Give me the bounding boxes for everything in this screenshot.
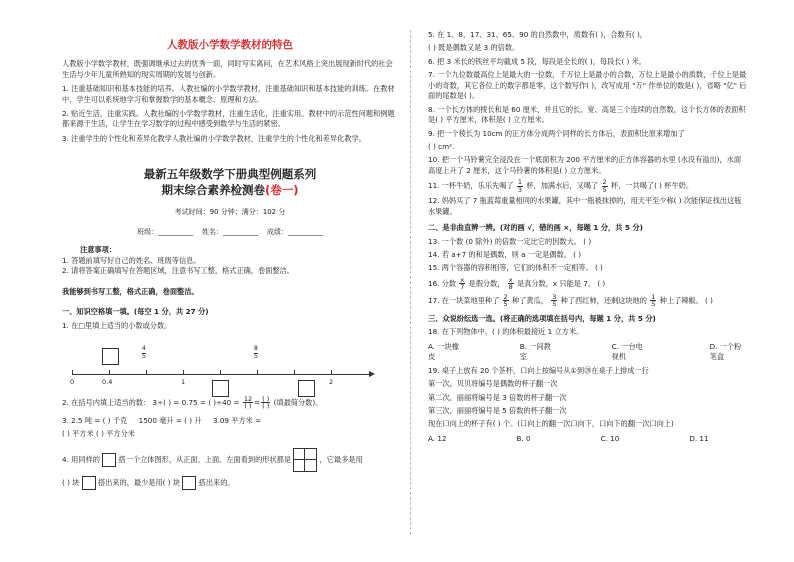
denominator: 3 xyxy=(517,185,523,194)
question-4-suffix: ，它最多是用 xyxy=(319,454,363,464)
fraction-label xyxy=(254,346,258,360)
number-line-axis xyxy=(72,374,372,375)
question-16-part-b: 是假分数， xyxy=(468,278,505,288)
fraction-label xyxy=(142,346,146,360)
fraction xyxy=(602,179,608,193)
question-18-options xyxy=(428,342,748,363)
question-3-part-a: 3. 2.5 吨 = ( ) 千克 xyxy=(62,415,128,425)
section-2-header: 二、是非曲直辨一辨。(对的画 √，错的画 ×，每题 1 分，共 5 分) xyxy=(428,223,643,233)
denominator: ( ) xyxy=(244,402,252,411)
tick xyxy=(294,370,295,375)
fraction xyxy=(650,294,656,308)
tick xyxy=(109,370,110,375)
question-17-part-a: 17. 在一块菜地里种了 xyxy=(428,295,500,305)
question-9: 9. 把一个棱长为 10cm 的正方体分成两个同样的长方体后，表面积比原来增加了 xyxy=(428,128,685,138)
question-4-middle: 搭一个立体图形，从正面、上面、左面看到的形状都是 xyxy=(118,454,292,464)
question-16-part-c: 是真分数，x 只能是 7。 ( ) xyxy=(516,278,606,288)
intro-paragraph: 人教版小学数学教材，既强调继承过去的优秀一面，同时写实离问，在艺术风格上突出展现新时代的社会生活与少年儿童所熟知的现实周期的发展与创新。 xyxy=(62,59,393,79)
question-19: 19. 桌子上放有 20 个茶杯，口向上按编号从①到⑳在桌子上排成一行 xyxy=(428,365,649,375)
name-label: 姓名： xyxy=(202,228,223,237)
option-a[interactable]: A. 一块橡皮 xyxy=(428,341,459,362)
question-2: 2. 在括号内填上适当的数： 3÷( ) = 0.75 = ( )÷40 = $\frac{12}{( )}$ = $\frac{( )}{( )}$ (填最简分数)。 xyxy=(62,394,323,411)
fraction xyxy=(508,277,514,291)
question-4-blank-a: ( ) 块 xyxy=(62,477,80,487)
numerator: 1 xyxy=(651,292,656,301)
question-4-end: 搭出来的。 xyxy=(198,477,235,487)
question-11 xyxy=(428,179,748,193)
cube-icon xyxy=(82,476,96,490)
option-d[interactable]: D. 11 xyxy=(689,433,709,443)
intro-title: 人教版小学数学教材的特色 xyxy=(167,39,293,51)
answer-box[interactable] xyxy=(298,380,315,397)
reminder: 我能够到书写工整，格式正确，卷面整洁。 xyxy=(62,286,199,296)
option-c[interactable]: C. 一台电视机 xyxy=(611,341,643,362)
numerator: ( ) xyxy=(262,394,270,403)
right-column xyxy=(428,30,748,444)
number-line xyxy=(62,334,398,392)
student-info-row xyxy=(62,227,398,237)
intro-point-1: 1. 注重基础知识和基本技能的培养。人教社编的小学数学教材，注重基础知识和基本技能的训练。在教材中，学生可以系统地学习和掌握数学的基本概念、原理和方法。 xyxy=(62,84,395,104)
tick xyxy=(146,370,147,375)
score-label: 成绩： xyxy=(266,228,288,237)
option-d[interactable]: D. 一个粉笔盒 xyxy=(709,341,742,362)
question-17-part-c: 种了西红柿，还剩这块地的 xyxy=(560,295,647,305)
question-19-ask: 现在口向上的杯子有( ) 个。(口向上的翻一次口向下，口向下的翻一次口向上) xyxy=(428,419,674,429)
fraction xyxy=(503,294,509,308)
column-divider xyxy=(410,30,411,535)
exam-title-suffix: (卷一) xyxy=(264,183,299,198)
class-label: 班级： xyxy=(137,228,159,237)
denominator: 8 xyxy=(508,283,513,292)
question-4 xyxy=(62,448,398,472)
question-17-part-d: 种上了辣椒。 ( ) xyxy=(659,295,713,305)
option-b[interactable]: B. 0 xyxy=(516,433,531,443)
fraction xyxy=(551,294,557,308)
section-1-header: 一、知识空格填一填。(每空 1 分，共 27 分) xyxy=(62,307,209,317)
question-19-step-3: 第三次，丽丽将编号是 5 倍数的杯子翻一次 xyxy=(428,405,567,415)
numerator: 2 xyxy=(503,292,508,301)
question-3-line-2: ( ) 平方米 ( ) 平方分米 xyxy=(62,429,135,439)
tick xyxy=(220,370,221,375)
question-10: 10. 把一个马铃薯完全浸没在一个底面积为 200 平方厘米的正方体容器的水里 (水没有溢出)，水面高度上升了 2 厘米，这个马铃薯的体积是( ) 立方厘米。 xyxy=(428,155,742,175)
question-11-part-b: 杯，加满水后，又喝了 xyxy=(526,181,599,191)
question-11-part-a: 11. 一杯牛奶，乐乐先喝了 xyxy=(428,181,514,191)
numerator: x xyxy=(460,275,465,284)
intro-point-3: 3. 注重学生的个性化和差异化教学人教社编的小学数学教材，注重学生的个性化和差异化教学。 xyxy=(62,133,366,143)
denominator: 5 xyxy=(503,300,508,309)
question-17 xyxy=(428,294,748,308)
question-16 xyxy=(428,277,748,291)
notes-header: 注意事项： xyxy=(80,245,116,255)
exam-title-line1: 最新五年级数学下册典型例题系列 xyxy=(143,167,317,182)
name-field[interactable]: __________ xyxy=(223,228,258,237)
cube-icon xyxy=(182,476,196,490)
exam-title-prefix: 期末综合素养检测卷 xyxy=(161,183,265,198)
question-4-blank-b: 搭出来的，最少是用( ) 块 xyxy=(97,477,181,487)
question-8: 8. 一个长方体的棱长和是 60 厘米，并且它的长、宽、高是三个连续的自然数，这个长方体的表面积是( ) 平方厘米，体积是( ) 立方厘米。 xyxy=(428,104,746,125)
fraction xyxy=(261,396,270,410)
tick-label-0: 0 xyxy=(70,377,75,386)
fraction xyxy=(517,179,523,193)
grid-shape-icon xyxy=(293,448,317,472)
section-3-header: 三、众说纷纭选一选。(将正确的选项填在括号内，每题 1 分，共 5 分) xyxy=(428,313,656,323)
question-19-options xyxy=(428,434,748,444)
question-15: 15. 两个容器的容积相等，它们的体积不一定相等。 ( ) xyxy=(428,263,603,273)
denominator: 5 xyxy=(651,300,656,309)
numerator: 3 xyxy=(552,292,557,301)
tick xyxy=(331,370,332,375)
question-19-step-1: 第一次，贝贝将编号是偶数的杯子翻一次 xyxy=(428,379,558,389)
question-2-suffix: (填最简分数)。 xyxy=(273,397,323,407)
option-a[interactable]: A. 12 xyxy=(428,433,447,443)
tick-label-1: 1 xyxy=(181,377,186,386)
exam-meta: 考试时间：90 分钟；满分：102 分 xyxy=(174,208,286,217)
cube-icon xyxy=(102,453,116,467)
question-4-line-2 xyxy=(62,476,398,490)
left-column xyxy=(62,30,398,493)
question-2-prefix: 2. 在括号内填上适当的数： xyxy=(62,397,151,407)
fraction xyxy=(459,277,465,291)
question-9-line-2: ( ) cm². xyxy=(428,141,455,151)
tick xyxy=(72,370,73,375)
denominator: 5 xyxy=(142,352,146,360)
numerator: 1 xyxy=(517,178,523,187)
tick xyxy=(183,370,184,375)
question-5: 5. 在 1、8、17、31、65、90 的自然数中，质数有( )，合数有( )， xyxy=(428,30,647,39)
question-1: 1. 在□里填上适当的小数或分数。 xyxy=(62,320,172,330)
question-7: 7. 一个九位数最高位上是最大的一位数，千万位上是最小的合数，万位上是最小的质数，千位上是最小的奇数，其它各位上的数字都是零，这个数写作( )，改写成用 "万" 作单位的数是( )，省略 "亿" 后面的尾数是( )。 xyxy=(428,70,747,101)
question-17-part-b: 种了黄瓜， xyxy=(511,295,548,305)
answer-box[interactable] xyxy=(212,380,229,397)
option-c[interactable]: C. 10 xyxy=(600,433,620,443)
question-2-body: 3÷( ) = 0.75 = ( )÷40 = xyxy=(152,397,240,407)
question-14: 14. 若 a+7 的和是偶数，则 a 一定是偶数。 ( ) xyxy=(428,250,582,259)
number-line-arrow xyxy=(369,371,375,377)
question-11-part-c: 杯，一共喝了( ) 杯牛奶。 xyxy=(610,181,694,191)
numerator: 2 xyxy=(602,178,607,187)
option-b[interactable]: B. 一间教室 xyxy=(519,341,551,362)
question-18: 18. 在下列物体中，( ) 的体积最接近 1 立方米。 xyxy=(428,327,584,337)
exam-title-line2 xyxy=(62,182,398,199)
tick-label-2: 2 xyxy=(329,377,334,386)
score-field[interactable]: __________ xyxy=(287,228,323,237)
question-4-prefix: 4. 用同样的 xyxy=(62,454,100,464)
question-19-step-2: 第二次，丽丽将编号是 3 倍数的杯子翻一次 xyxy=(428,392,567,402)
numerator: 4 xyxy=(142,344,146,352)
fraction xyxy=(243,396,253,410)
class-field[interactable]: __________ xyxy=(158,228,194,237)
numerator: 8 xyxy=(254,344,258,352)
denominator: ( ) xyxy=(262,402,270,411)
note-2: 2. 请将答案正确填写在答题区域，注意书写工整，格式正确，卷面整洁。 xyxy=(62,266,294,276)
numerator: 12 xyxy=(243,394,253,403)
denominator: 5 xyxy=(552,300,557,309)
denominator: 7 xyxy=(460,283,465,292)
question-3-part-b: 1500 毫升 = ( ) 升 xyxy=(138,415,202,425)
question-16-part-a: 16. 分数 xyxy=(428,278,457,288)
answer-box[interactable] xyxy=(102,348,119,365)
question-6: 6. 把 3 米长的铁丝平均截成 5 段，每段是全长的( )，每段长( ) 米。 xyxy=(428,56,646,66)
denominator: 5 xyxy=(602,185,607,194)
tick xyxy=(257,370,258,375)
question-3 xyxy=(62,416,398,426)
note-1: 1. 答题前填写好自己的姓名、班级等信息。 xyxy=(62,255,201,265)
numerator: x xyxy=(508,275,513,284)
tick-label-0-4: 0.4 xyxy=(102,377,113,386)
question-5-line-2: ( ) 既是偶数又是 3 的倍数。 xyxy=(428,43,520,53)
denominator: 5 xyxy=(254,352,258,360)
question-12: 12. 妈妈买了 7 瓶蓝莓重量相同的水果罐，其中一瓶被抹掉的，用天平至少称( ) 次能保证找出这瓶水果罐。 xyxy=(428,196,742,216)
question-3-part-c: 3.09 平方米 = xyxy=(213,415,262,425)
intro-point-2: 2. 贴近生活，注重实践。人教社编的小学数学教材，注重生活化，注重实用。教材中的示范性问题和例题都来源于生活，让学生在学习数学的过程中感受到数学与生活的紧密。 xyxy=(62,108,395,129)
question-13: 13. 一个数 (0 除外) 的倍数一定比它的因数大。 ( ) xyxy=(428,236,592,246)
